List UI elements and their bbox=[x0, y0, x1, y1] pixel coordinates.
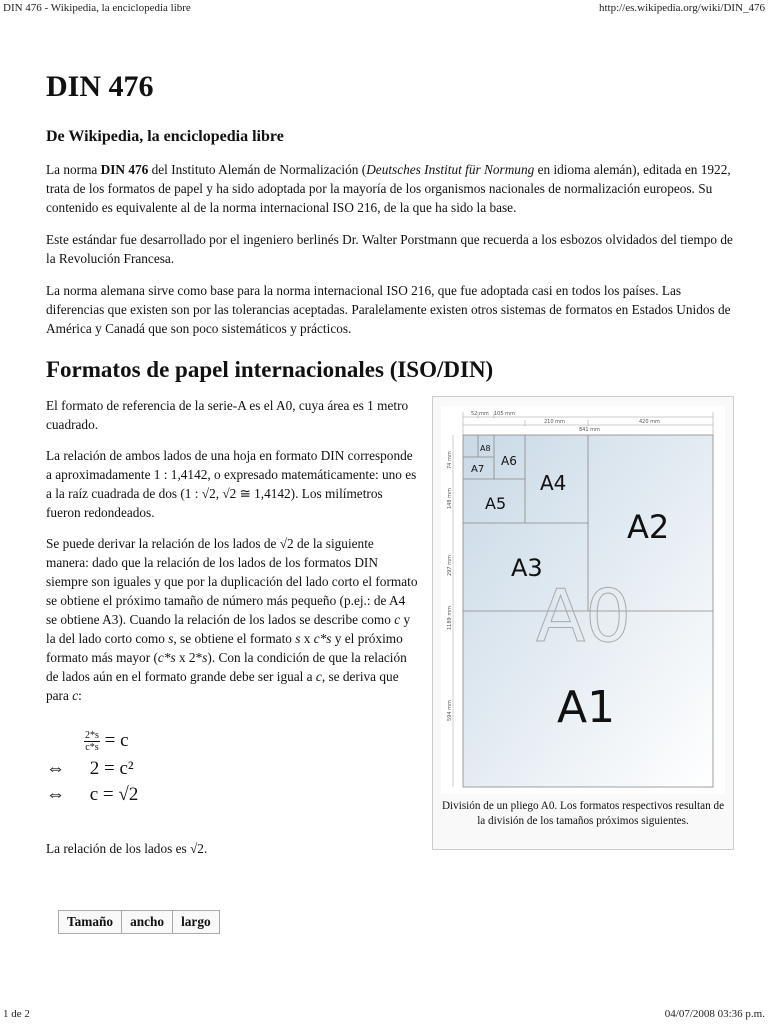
article bbox=[46, 66, 736, 956]
math-derivation bbox=[46, 729, 418, 813]
math-fraction: $\frac{2*s}{c*s}$ bbox=[85, 730, 99, 754]
figure-caption: División de un pliego A0. Los formatos respectivos resultan de la división de los tamaños próximos siguientes. bbox=[441, 800, 725, 827]
label-a3: A3 bbox=[511, 554, 543, 582]
print-header-title: DIN 476 - Wikipedia, la enciclopedia libre bbox=[3, 2, 191, 14]
page-title: DIN 476 bbox=[46, 70, 154, 103]
sizes-table bbox=[58, 910, 220, 934]
label-a6: A6 bbox=[501, 454, 517, 468]
dim-1189: 1189 mm bbox=[447, 605, 453, 630]
label-a7: A7 bbox=[471, 464, 485, 475]
label-a2: A2 bbox=[627, 508, 670, 546]
dim-841: 841 mm bbox=[579, 427, 600, 433]
section-body bbox=[46, 396, 736, 956]
page-subtitle: De Wikipedia, la enciclopedia libre bbox=[46, 128, 284, 145]
label-a5: A5 bbox=[485, 494, 507, 513]
intro-paragraph-1: La norma DIN 476 del Instituto Alemán de Normalización (Deutsches Institut für Normung en idioma alemán), editada en 1922, trata de los formatos de papel y ha sido adoptada por la mayoría de los organismos nacionales de normalización europeos. Su contenido es equivalente al de la norma internacional ISO 216, de la que ha sido la base. bbox=[46, 162, 731, 215]
dim-74: 74 mm bbox=[447, 451, 453, 469]
ratio-statement: La relación de los lados es √2. bbox=[46, 841, 208, 856]
section-heading: Formatos de papel internacionales (ISO/DIN) bbox=[46, 357, 494, 382]
print-datetime: 04/07/2008 03:36 p.m. bbox=[664, 1008, 765, 1020]
figure-din-formats[interactable] bbox=[432, 396, 734, 850]
print-header bbox=[3, 2, 765, 16]
intro-paragraph-3: La norma alemana sirve como base para la norma internacional ISO 216, que fue adoptada casi en todos los países. Las diferencias que existen son por las tolerancias aceptadas. Paralelamente existen otros sistemas de formatos en Estados Unidos de América y Canadá que son poco sistemáticos y prácticos. bbox=[46, 283, 731, 336]
math-equation-1: $\frac{2*s}{c*s}$ = c bbox=[85, 730, 129, 754]
dim-594: 594 mm bbox=[447, 700, 453, 721]
section-text bbox=[46, 396, 418, 870]
label-a8: A8 bbox=[480, 444, 491, 453]
din-476-bold: DIN 476 bbox=[100, 162, 149, 177]
intro-paragraph-2: Este estándar fue desarrollado por el ingeniero berlinés Dr. Walter Porstmann que recuerda a los esbozos olvidados del tiempo de la Revolución Francesa. bbox=[46, 232, 733, 266]
dim-210: 210 mm bbox=[544, 419, 565, 425]
section-paragraph-1: El formato de referencia de la serie-A es el A0, cuya área es 1 metro cuadrado. bbox=[46, 398, 409, 432]
dim-297: 297 mm bbox=[447, 555, 453, 576]
din-formats-svg bbox=[441, 406, 725, 794]
math-equation-3: ⇔ c = √2 bbox=[46, 784, 139, 805]
print-header-url[interactable]: http://es.wikipedia.org/wiki/DIN_476 bbox=[598, 2, 765, 14]
table-header-tamano: Tamaño bbox=[59, 911, 122, 934]
label-a0: A0 bbox=[536, 574, 632, 658]
label-a4: A4 bbox=[540, 471, 567, 495]
math-equation-2: ⇔ 2 = c² bbox=[46, 758, 134, 779]
din-formats-diagram[interactable] bbox=[441, 406, 725, 794]
print-footer bbox=[3, 1008, 765, 1022]
table-header-row bbox=[59, 911, 220, 934]
table-header-ancho: ancho bbox=[122, 911, 173, 934]
page-number: 1 de 2 bbox=[3, 1008, 30, 1020]
label-a1: A1 bbox=[557, 682, 616, 733]
din-german-name: Deutsches Institut für Normung bbox=[366, 162, 535, 177]
section-paragraph-2: La relación de ambos lados de una hoja en formato DIN corresponde a aproximadamente 1 : 1,4142, o expresado matemáticamente: uno es a la raíz cuadrada de dos (1 : √2, √2 ≅ 1,4142). Los milímetros fueron redondeados. bbox=[46, 448, 417, 520]
dim-105: 105 mm bbox=[494, 411, 515, 417]
section-paragraph-3: Se puede derivar la relación de los lados de √2 de la siguiente manera: dado que la relación de los lados de los formatos DIN siempre son iguales y que por la duplicación del lado corto el formato se obtiene el próximo tamaño de número más pequeño (p.ej.: de A4 se obtiene A3). Cuando la relación de los lados se describe como c y la del lado corto como s, se obtiene el formato s x c*s y el próximo formato más mayor (c*s x 2*s). Con la condición de que la relación de lados aún en el formato grande debe ser igual a c, se deriva que para c: bbox=[46, 536, 418, 703]
table-header-largo: largo bbox=[173, 911, 220, 934]
dim-420: 420 mm bbox=[639, 419, 660, 425]
dim-148: 148 mm bbox=[447, 488, 453, 509]
dim-52: 52 mm bbox=[471, 411, 489, 417]
